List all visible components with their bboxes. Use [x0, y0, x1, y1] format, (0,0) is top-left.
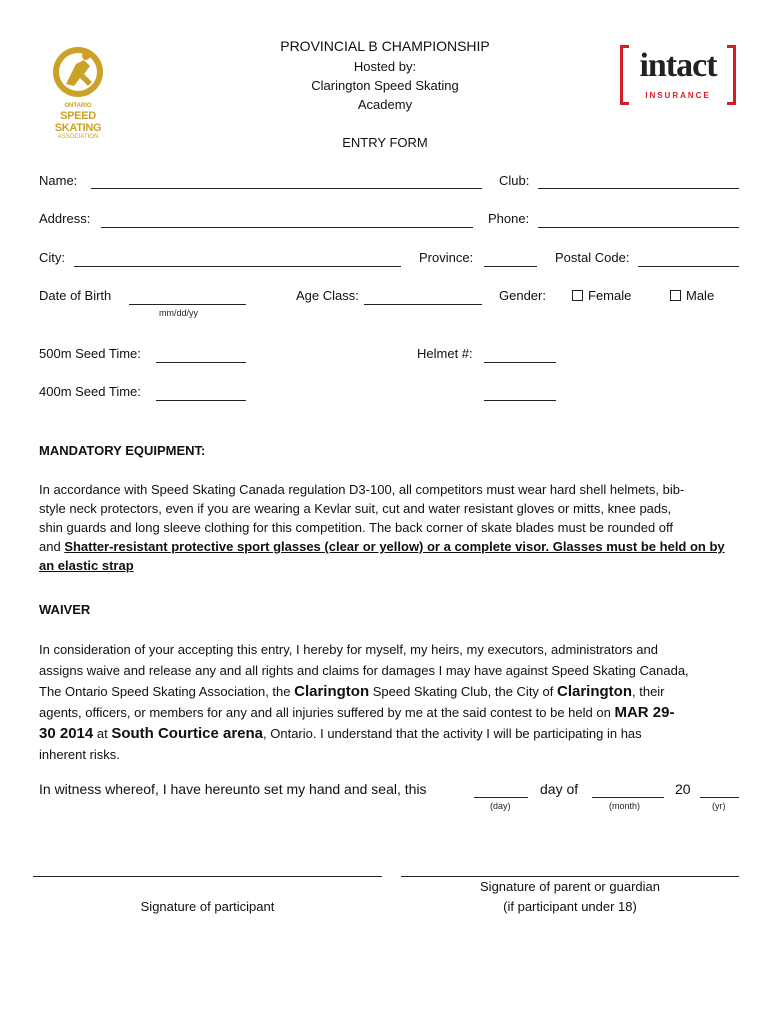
- waiver-paragraph: [39, 639, 739, 765]
- age-class-label: Age Class:: [296, 288, 359, 303]
- skater-emblem-icon: [36, 44, 120, 100]
- intact-logo: [620, 45, 736, 101]
- equipment-heading: MANDATORY EQUIPMENT:: [39, 443, 206, 458]
- city-label: City:: [39, 250, 65, 265]
- waiver-line-3-e: , their: [632, 684, 665, 699]
- participant-signature-line[interactable]: [33, 876, 382, 877]
- postal-code-label: Postal Code:: [555, 250, 630, 265]
- logo-line-3: ASSOCIATION: [57, 134, 99, 140]
- female-label: Female: [588, 288, 632, 303]
- day-of-label: day of: [540, 781, 579, 797]
- parent-signature-line[interactable]: [401, 876, 739, 877]
- female-checkbox-icon[interactable]: [572, 290, 583, 301]
- waiver-line-1: In consideration of your accepting this entry, I hereby for myself, my heirs, my executors, administrators and: [39, 642, 658, 657]
- seed-500-label: 500m Seed Time:: [39, 346, 141, 361]
- waiver-line-4: [39, 702, 739, 723]
- waiver-line-3: [39, 681, 739, 702]
- city-name: Clarington: [557, 683, 632, 700]
- gender-female-option[interactable]: [572, 288, 631, 303]
- waiver-line-6: inherent risks.: [39, 747, 120, 762]
- logo-line-1: ONTARIO: [64, 103, 92, 109]
- equipment-line-2: style neck protectors, even if you are wearing a Kevlar suit, cut and water resistant gloves or mitts, knee pads,: [39, 501, 672, 516]
- waiver-heading: WAIVER: [39, 602, 91, 617]
- age-class-field[interactable]: [364, 304, 482, 305]
- club-field[interactable]: [538, 188, 739, 189]
- province-field[interactable]: [484, 266, 537, 267]
- equipment-line-5: [39, 556, 739, 575]
- equipment-line-4-prefix: and: [39, 539, 65, 554]
- seed-400-field[interactable]: [156, 400, 246, 401]
- city-field[interactable]: [74, 266, 401, 267]
- dob-hint: mm/dd/yy: [159, 308, 199, 318]
- waiver-line-5: [39, 723, 739, 744]
- male-label: Male: [686, 288, 715, 303]
- helmet-label: Helmet #:: [417, 346, 473, 361]
- waiver-line-5-d: , Ontario. I understand that the activity I will be participating in has: [263, 726, 642, 741]
- year-prefix-label: 20: [675, 781, 691, 797]
- participant-signature-label: Signature of participant: [140, 899, 275, 914]
- gender-male-option[interactable]: [670, 288, 714, 303]
- waiver-line-5-b: at: [93, 726, 112, 741]
- name-field[interactable]: [91, 188, 482, 189]
- seed-400-label: 400m Seed Time:: [39, 384, 141, 399]
- address-label: Address:: [39, 211, 91, 226]
- seed-500-field[interactable]: [156, 362, 246, 363]
- parent-signature-label: Signature of parent or guardian: [480, 879, 660, 894]
- insurance-text: INSURANCE: [645, 91, 711, 100]
- helmet-field[interactable]: [484, 362, 556, 363]
- waiver-line-3-c: Speed Skating Club, the City of: [369, 684, 557, 699]
- osa-logo: [36, 44, 120, 140]
- witness-day-field[interactable]: [474, 797, 528, 798]
- parent-signature-condition: (if participant under 18): [503, 899, 637, 914]
- equipment-line-4: [39, 537, 739, 556]
- year-hint: (yr): [712, 801, 726, 811]
- male-checkbox-icon[interactable]: [670, 290, 681, 301]
- helmet-field-2[interactable]: [484, 400, 556, 401]
- venue-name: South Courtice arena: [111, 725, 264, 742]
- equipment-line-3: shin guards and long sleeve clothing for this competition. The back corner of skate blades must be rounded off: [39, 520, 674, 535]
- phone-field[interactable]: [538, 227, 739, 228]
- host-name-2: Academy: [357, 97, 413, 112]
- dob-label: Date of Birth: [39, 288, 112, 303]
- club-label: Club:: [499, 173, 530, 188]
- name-label: Name:: [39, 173, 78, 188]
- event-date-start: MAR 29-: [614, 704, 675, 721]
- logo-line-2: SPEED SKATING: [54, 110, 102, 134]
- club-town-name: Clarington: [294, 683, 370, 700]
- event-date-end: 30 2014: [39, 725, 94, 742]
- intact-wordmark: intact: [639, 47, 717, 84]
- form-title: PROVINCIAL B CHAMPIONSHIP: [280, 38, 490, 54]
- phone-label: Phone:: [488, 211, 530, 226]
- postal-code-field[interactable]: [638, 266, 739, 267]
- equipment-paragraph: [39, 480, 739, 575]
- hosted-by: Hosted by:: [353, 59, 417, 74]
- address-field[interactable]: [101, 227, 473, 228]
- elastic-strap-requirement: an elastic strap: [39, 558, 134, 573]
- waiver-line-2: assigns waive and release any and all rights and claims for damages I may have against Speed Skating Canada,: [39, 663, 689, 678]
- host-name: Clarington Speed Skating: [311, 78, 459, 93]
- waiver-line-3-a: The Ontario Speed Skating Association, the: [39, 684, 295, 699]
- witness-year-field[interactable]: [700, 797, 739, 798]
- equipment-line-1: In accordance with Speed Skating Canada regulation D3-100, all competitors must wear hard shell helmets, bib-: [39, 482, 685, 497]
- gender-label: Gender:: [499, 288, 546, 303]
- glasses-requirement: Shatter-resistant protective sport glasses (clear or yellow) or a complete visor. Glasses must be held on by: [64, 539, 725, 554]
- province-label: Province:: [419, 250, 474, 265]
- witness-month-field[interactable]: [592, 797, 664, 798]
- entry-form-heading: ENTRY FORM: [342, 135, 428, 150]
- day-hint: (day): [490, 801, 511, 811]
- witness-text: In witness whereof, I have hereunto set my hand and seal, this: [39, 781, 427, 797]
- month-hint: (month): [609, 801, 641, 811]
- dob-field[interactable]: [129, 304, 246, 305]
- waiver-line-4-a: agents, officers, or members for any and all injuries suffered by me at the said contest to be held on: [39, 705, 615, 720]
